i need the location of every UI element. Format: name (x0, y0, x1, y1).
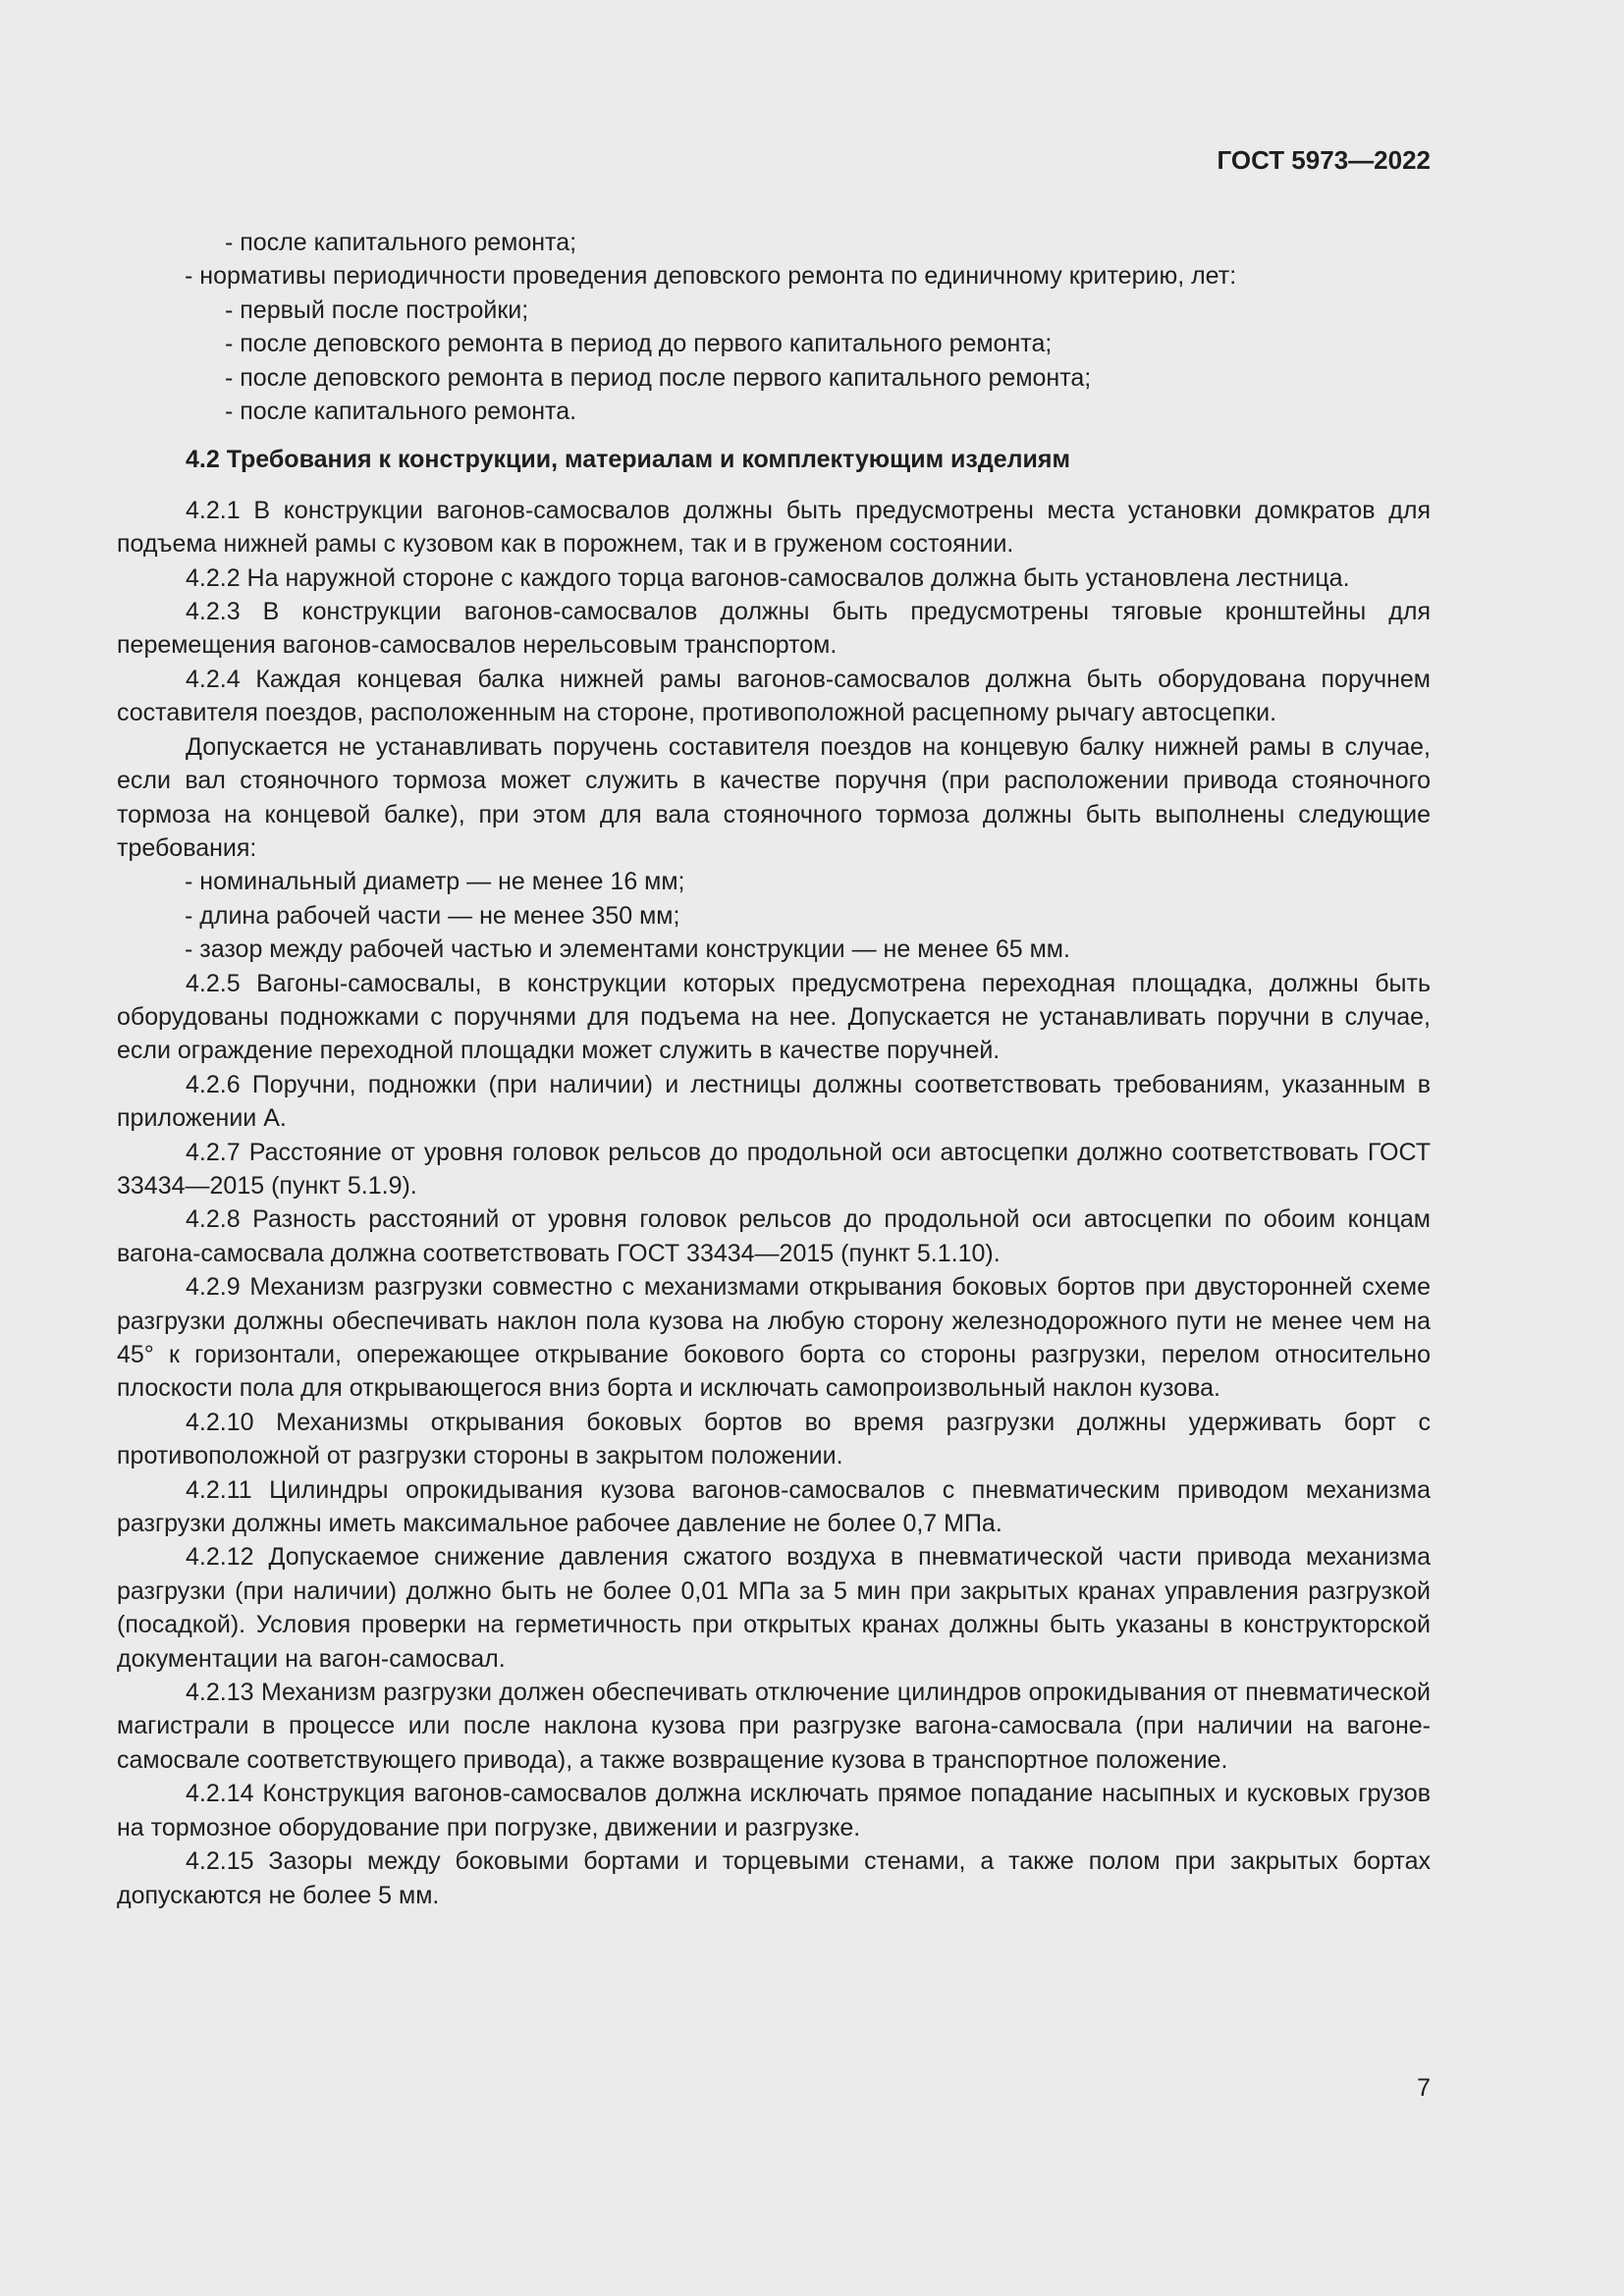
requirement-item: - зазор между рабочей частью и элементами конструкции — не менее 65 мм. (185, 935, 1070, 964)
paragraph-allowance: Допускается не устанавливать поручень составителя поездов на концевую балку нижней рамы в случае, если вал стояночного тормоза может служить в качестве поручня (при расположении привода стояночного тормоза на концевой балке), при этом для вала стояночного тормоза должны быть выполнены следующие требования: (117, 732, 1431, 862)
page-number: 7 (1417, 2074, 1431, 2102)
paragraph-4-2-14: 4.2.14 Конструкция вагонов-самосвалов должна исключать прямое попадание насыпных и кусковых грузов на тормозное оборудование при погрузке, движении и разгрузке. (117, 1780, 1431, 1842)
paragraph-4-2-6: 4.2.6 Поручни, подножки (при наличии) и лестницы должны соответствовать требованиям, указанным в приложении А. (117, 1070, 1431, 1133)
requirement-item: - длина рабочей части — не менее 350 мм; (185, 901, 680, 930)
paragraph-4-2-2: 4.2.2 На наружной стороне с каждого торца вагонов-самосвалов должна быть установлена лестница. (186, 563, 1350, 592)
document-header: ГОСТ 5973—2022 (1217, 145, 1431, 175)
paragraph-4-2-7: 4.2.7 Расстояние от уровня головок рельсов до продольной оси автосцепки должно соответствовать ГОСТ 33434—2015 (пункт 5.1.9). (117, 1138, 1431, 1200)
paragraph-4-2-10: 4.2.10 Механизмы открывания боковых бортов во время разгрузки должны удерживать борт с противоположной от разгрузки стороны в закрытом положении. (117, 1408, 1431, 1470)
list-item: - после деповского ремонта в период после первого капитального ремонта; (225, 363, 1092, 392)
document-body (117, 226, 1431, 1912)
paragraph-4-2-5: 4.2.5 Вагоны-самосвалы, в конструкции которых предусмотрена переходная площадка, должны быть оборудованы подножками с поручнями для подъема на нее. Допускается не устанавливать поручни в случае, если ограждение переходной площадки может служить в качестве поручней. (117, 969, 1431, 1065)
paragraph-4-2-4: 4.2.4 Каждая концевая балка нижней рамы вагонов-самосвалов должна быть оборудована поручнем составителя поездов, расположенным на стороне, противоположной расцепному рычагу автосцепки. (117, 665, 1431, 727)
paragraph-4-2-15: 4.2.15 Зазоры между боковыми бортами и торцевыми стенами, а также полом при закрытых бортах допускаются не более 5 мм. (117, 1847, 1431, 1909)
list-item: - нормативы периодичности проведения деповского ремонта по единичному критерию, лет: (185, 262, 1237, 291)
paragraph-4-2-9: 4.2.9 Механизм разгрузки совместно с механизмами открывания боковых бортов при двусторонней схеме разгрузки должны обеспечивать наклон пола кузова на любую сторону железнодорожного пути не менее чем на 45° к горизонтали, опережающее открывание бокового борта со стороны разгрузки, перелом относительно плоскости пола для открывающегося вниз борта и исключать самопроизвольный наклон кузова. (117, 1273, 1431, 1403)
list-item: - первый после постройки; (225, 295, 529, 324)
paragraph-4-2-8: 4.2.8 Разность расстояний от уровня головок рельсов до продольной оси автосцепки по обоим концам вагона-самосвала должна соответствовать ГОСТ 33434—2015 (пункт 5.1.10). (117, 1205, 1431, 1267)
paragraph-4-2-13: 4.2.13 Механизм разгрузки должен обеспечивать отключение цилиндров опрокидывания от пневматической магистрали в процессе или после наклона кузова при разгрузке вагона-самосвала (при наличии на вагоне-самосвале соответствующего привода), а также возвращение кузова в транспортное положение. (117, 1679, 1431, 1774)
paragraph-4-2-1: 4.2.1 В конструкции вагонов-самосвалов должны быть предусмотрены места установки домкратов для подъема нижней рамы с кузовом как в порожнем, так и в груженом состоянии. (117, 496, 1431, 559)
paragraph-4-2-12: 4.2.12 Допускаемое снижение давления сжатого воздуха в пневматической части привода механизма разгрузки (при наличии) должно быть не более 0,01 МПа за 5 мин при закрытых кранах управления разгрузкой (посадкой). Условия проверки на герметичность при открытых кранах должны быть указаны в конструкторской документации на вагон-самосвал. (117, 1543, 1431, 1673)
list-item: - после капитального ремонта; (225, 229, 577, 256)
requirement-item: - номинальный диаметр — не менее 16 мм; (185, 868, 685, 896)
paragraph-4-2-11: 4.2.11 Цилиндры опрокидывания кузова вагонов-самосвалов с пневматическим приводом механизма разгрузки должны иметь максимальное рабочее давление не более 0,7 МПа. (117, 1475, 1431, 1538)
paragraph-4-2-3: 4.2.3 В конструкции вагонов-самосвалов должны быть предусмотрены тяговые кронштейны для перемещения вагонов-самосвалов нерельсовым транспортом. (117, 598, 1431, 660)
list-item: - после капитального ремонта. (225, 398, 577, 426)
list-item: - после деповского ремонта в период до первого капитального ремонта; (225, 330, 1053, 358)
section-heading: 4.2 Требования к конструкции, материалам и комплектующим изделиям (186, 446, 1070, 474)
